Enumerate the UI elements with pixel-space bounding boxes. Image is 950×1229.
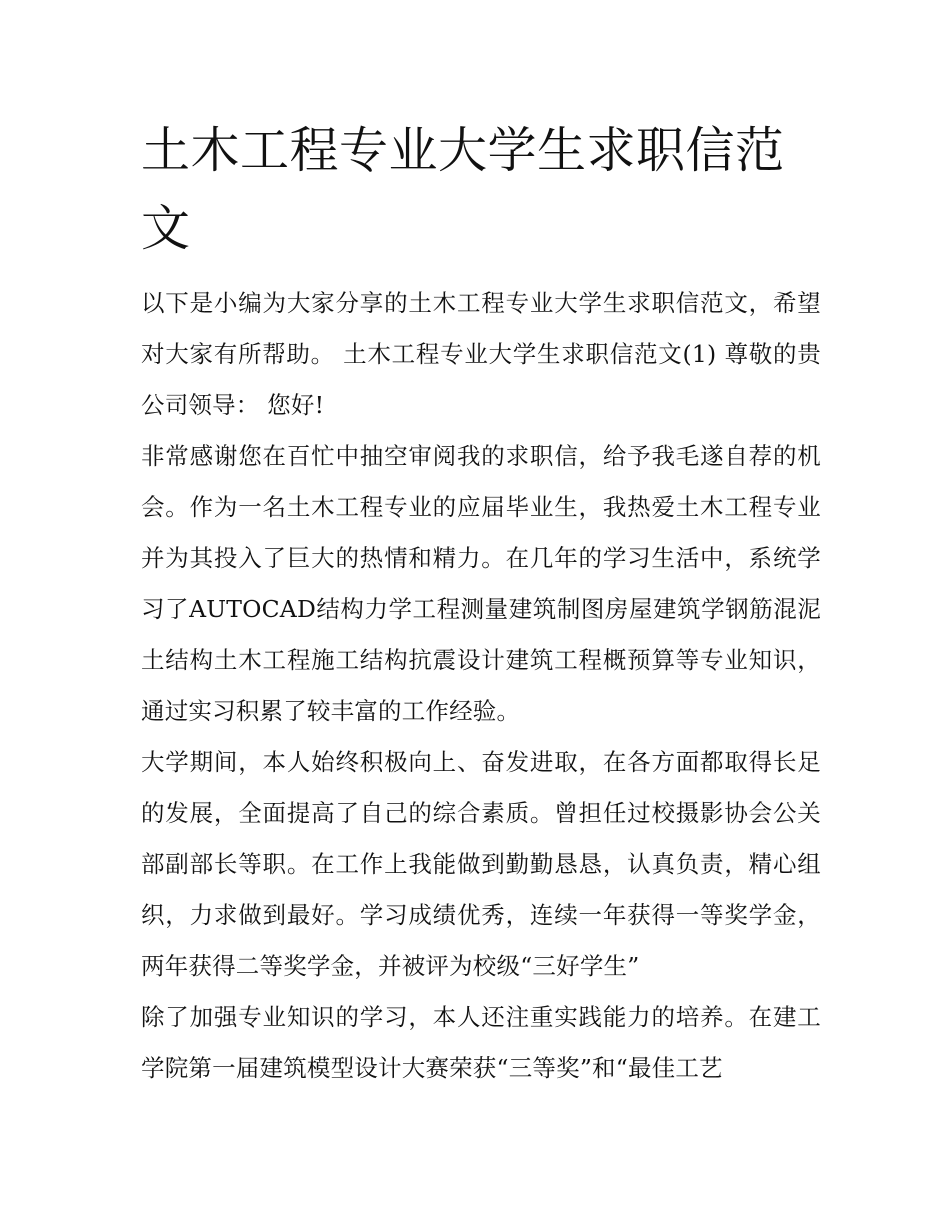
- document-body: [141, 278, 821, 1094]
- paragraph-education: 非常感谢您在百忙中抽空审阅我的求职信，给予我毛遂自荐的机会。作为一名土木工程专业的应届毕业生，我热爱土木工程专业并为其投入了巨大的热情和精力。在几年的学习生活中，系统学习了AUTOCAD结构力学工程测量建筑制图房屋建筑学钢筋混泥土结构土木工程施工结构抗震设计建筑工程概预算等专业知识，通过实习积累了较丰富的工作经验。: [141, 442, 821, 725]
- paragraph-intro: 以下是小编为大家分享的土木工程专业大学生求职信范文，希望对大家有所帮助。 土木工程专业大学生求职信范文(1) 尊敬的贵公司领导： 您好!: [141, 289, 821, 419]
- paragraph-practice: 除了加强专业知识的学习，本人还注重实践能力的培养。在建工学院第一届建筑模型设计大赛荣获“三等奖”和“最佳工艺: [141, 1003, 821, 1082]
- document-title: 土木工程专业大学生求职信范文: [141, 122, 785, 257]
- paragraph-university: 大学期间，本人始终积极向上、奋发进取，在各方面都取得长足的发展，全面提高了自己的综合素质。曾担任过校摄影协会公关部副部长等职。在工作上我能做到勤勤恳恳，认真负责，精心组织，力求做到最好。学习成绩优秀，连续一年获得一等奖学金，两年获得二等奖学金，并被评为校级“三好学生”: [141, 748, 821, 980]
